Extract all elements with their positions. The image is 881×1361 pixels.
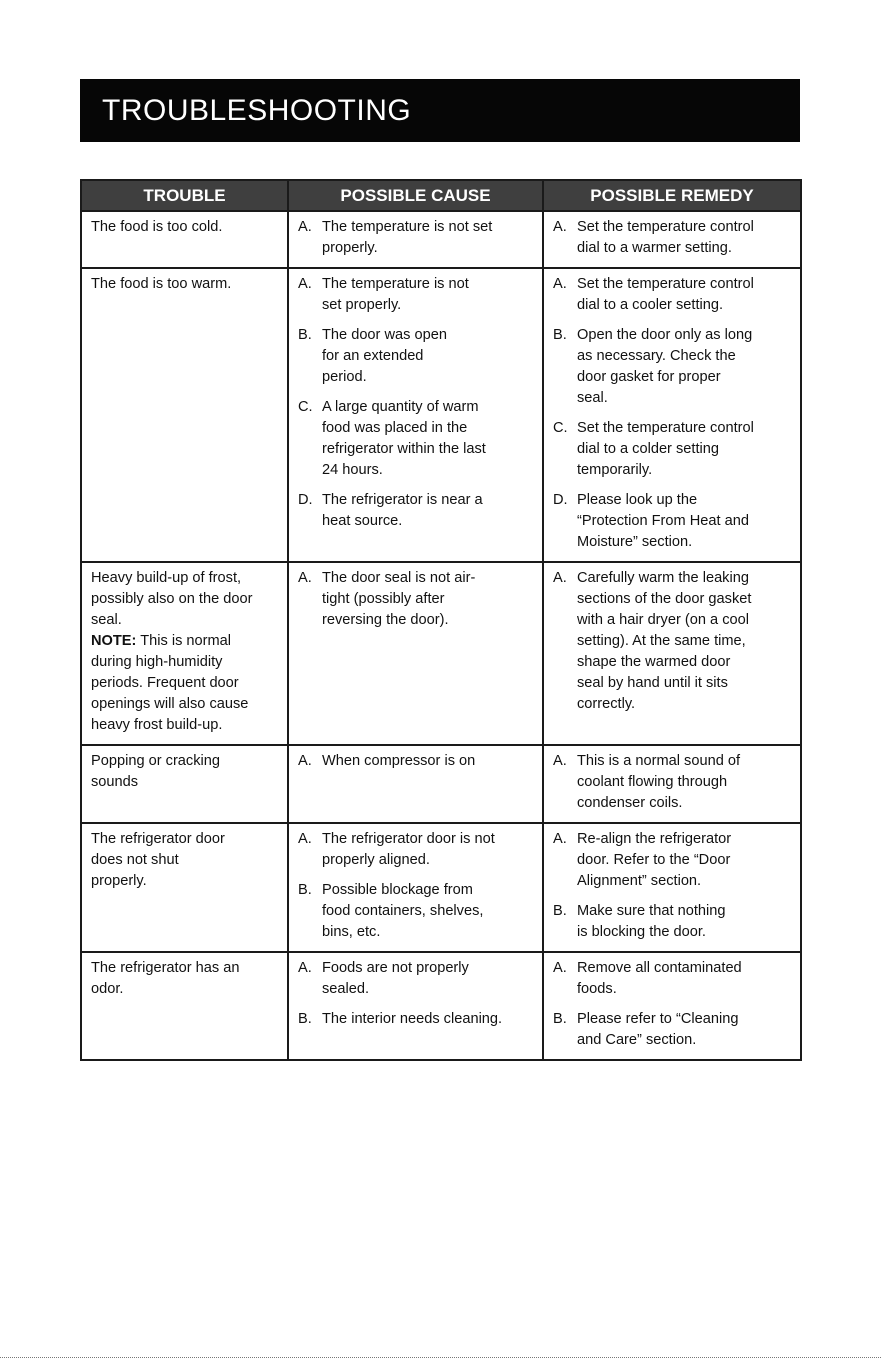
remedy-text: Set the temperature control dial to a colder setting temporarily. <box>577 420 754 478</box>
table-row <box>81 823 801 952</box>
remedy-text: Set the temperature control dial to a warmer setting. <box>577 219 754 256</box>
cause-item <box>298 217 534 259</box>
table-row <box>81 268 801 562</box>
table-body <box>81 211 801 1060</box>
table-row <box>81 745 801 823</box>
cause-letter: A. <box>298 831 312 847</box>
trouble-description: The food is too warm. <box>91 276 232 292</box>
remedy-letter: A. <box>553 831 567 847</box>
remedy-letter: D. <box>553 492 568 508</box>
section-header-bar <box>80 79 800 142</box>
page-edge-divider <box>0 1357 881 1358</box>
cause-letter: B. <box>298 327 312 343</box>
remedy-letter: B. <box>553 903 567 919</box>
note-label: NOTE: <box>91 633 137 649</box>
remedy-item <box>553 418 792 481</box>
trouble-description: Heavy build-up of frost, possibly also on the door seal. <box>91 570 253 628</box>
note-text: This is normal during high-humidity periods. Frequent door openings will also cause heavy frost build-up. <box>91 633 249 733</box>
cause-text: The interior needs cleaning. <box>322 1011 503 1027</box>
cause-item <box>298 568 534 631</box>
cause-text: The refrigerator is near a heat source. <box>322 492 483 529</box>
cause-letter: A. <box>298 960 312 976</box>
cause-letter: A. <box>298 753 312 769</box>
cause-text: Foods are not properly sealed. <box>322 960 469 997</box>
remedy-cell <box>543 268 801 562</box>
column-header-trouble: TROUBLE <box>81 180 288 211</box>
trouble-cell <box>81 562 288 745</box>
remedy-letter: A. <box>553 570 567 586</box>
trouble-text <box>91 829 279 892</box>
remedy-letter: C. <box>553 420 568 436</box>
remedy-item <box>553 217 792 259</box>
cause-item <box>298 751 534 772</box>
cause-text: The temperature is not set properly. <box>322 276 469 313</box>
column-header-possible-remedy: POSSIBLE REMEDY <box>543 180 801 211</box>
trouble-description: The refrigerator has an odor. <box>91 960 240 997</box>
remedy-letter: B. <box>553 1011 567 1027</box>
cause-cell <box>288 745 543 823</box>
remedy-cell <box>543 745 801 823</box>
remedy-letter: A. <box>553 960 567 976</box>
page-title: TROUBLESHOOTING <box>102 94 412 127</box>
remedy-text: Please look up the “Protection From Heat and Moisture” section. <box>577 492 749 550</box>
remedy-letter: B. <box>553 327 567 343</box>
remedy-letter: A. <box>553 276 567 292</box>
trouble-description: Popping or cracking sounds <box>91 753 220 790</box>
remedy-text: Re-align the refrigerator door. Refer to the “Door Alignment” section. <box>577 831 732 889</box>
cause-text: The door seal is not air- tight (possibly after reversing the door). <box>322 570 476 628</box>
cause-item <box>298 1009 534 1030</box>
cause-letter: D. <box>298 492 313 508</box>
cause-letter: B. <box>298 1011 312 1027</box>
table-row <box>81 211 801 268</box>
cause-item <box>298 274 534 316</box>
trouble-cell <box>81 211 288 268</box>
cause-letter: A. <box>298 276 312 292</box>
trouble-cell <box>81 745 288 823</box>
cause-item <box>298 397 534 481</box>
cause-text: The refrigerator door is not properly aligned. <box>322 831 495 868</box>
remedy-item <box>553 325 792 409</box>
remedy-cell <box>543 823 801 952</box>
cause-text: When compressor is on <box>322 753 476 769</box>
trouble-text <box>91 217 279 238</box>
remedy-item <box>553 568 792 715</box>
remedy-text: Set the temperature control dial to a cooler setting. <box>577 276 754 313</box>
remedy-text: This is a normal sound of coolant flowing through condenser coils. <box>577 753 741 811</box>
cause-letter: B. <box>298 882 312 898</box>
remedy-text: Please refer to “Cleaning and Care” section. <box>577 1011 739 1048</box>
trouble-description: The refrigerator door does not shut properly. <box>91 831 225 889</box>
trouble-text <box>91 958 279 1000</box>
cause-item <box>298 490 534 532</box>
cause-item <box>298 880 534 943</box>
remedy-item <box>553 490 792 553</box>
cause-item <box>298 829 534 871</box>
cause-text: The temperature is not set properly. <box>322 219 493 256</box>
cause-cell <box>288 268 543 562</box>
remedy-letter: A. <box>553 219 567 235</box>
cause-text: The door was open for an extended period. <box>322 327 447 385</box>
table-header-row <box>81 180 801 211</box>
remedy-item <box>553 751 792 814</box>
cause-cell <box>288 211 543 268</box>
remedy-item <box>553 901 792 943</box>
remedy-item <box>553 274 792 316</box>
trouble-cell <box>81 268 288 562</box>
trouble-cell <box>81 952 288 1060</box>
cause-item <box>298 325 534 388</box>
cause-cell <box>288 823 543 952</box>
remedy-letter: A. <box>553 753 567 769</box>
remedy-item <box>553 958 792 1000</box>
cause-letter: A. <box>298 570 312 586</box>
cause-letter: C. <box>298 399 313 415</box>
troubleshooting-table <box>80 179 802 1061</box>
trouble-text <box>91 568 279 736</box>
remedy-cell <box>543 562 801 745</box>
remedy-text: Carefully warm the leaking sections of the door gasket with a hair dryer (on a cool setting). At the same time, shape the warmed door seal by hand until it sits correctly. <box>577 570 752 712</box>
trouble-text <box>91 751 279 793</box>
trouble-text <box>91 274 279 295</box>
trouble-description: The food is too cold. <box>91 219 223 235</box>
remedy-cell <box>543 952 801 1060</box>
remedy-item <box>553 1009 792 1051</box>
table-row <box>81 952 801 1060</box>
remedy-text: Open the door only as long as necessary. Check the door gasket for proper seal. <box>577 327 753 406</box>
cause-text: A large quantity of warm food was placed in the refrigerator within the last 24 hours. <box>322 399 486 478</box>
cause-text: Possible blockage from food containers, shelves, bins, etc. <box>322 882 484 940</box>
cause-cell <box>288 952 543 1060</box>
remedy-cell <box>543 211 801 268</box>
remedy-text: Remove all contaminated foods. <box>577 960 742 997</box>
cause-letter: A. <box>298 219 312 235</box>
remedy-item <box>553 829 792 892</box>
remedy-text: Make sure that nothing is blocking the door. <box>577 903 726 940</box>
table-row <box>81 562 801 745</box>
cause-item <box>298 958 534 1000</box>
trouble-cell <box>81 823 288 952</box>
column-header-possible-cause: POSSIBLE CAUSE <box>288 180 543 211</box>
cause-cell <box>288 562 543 745</box>
